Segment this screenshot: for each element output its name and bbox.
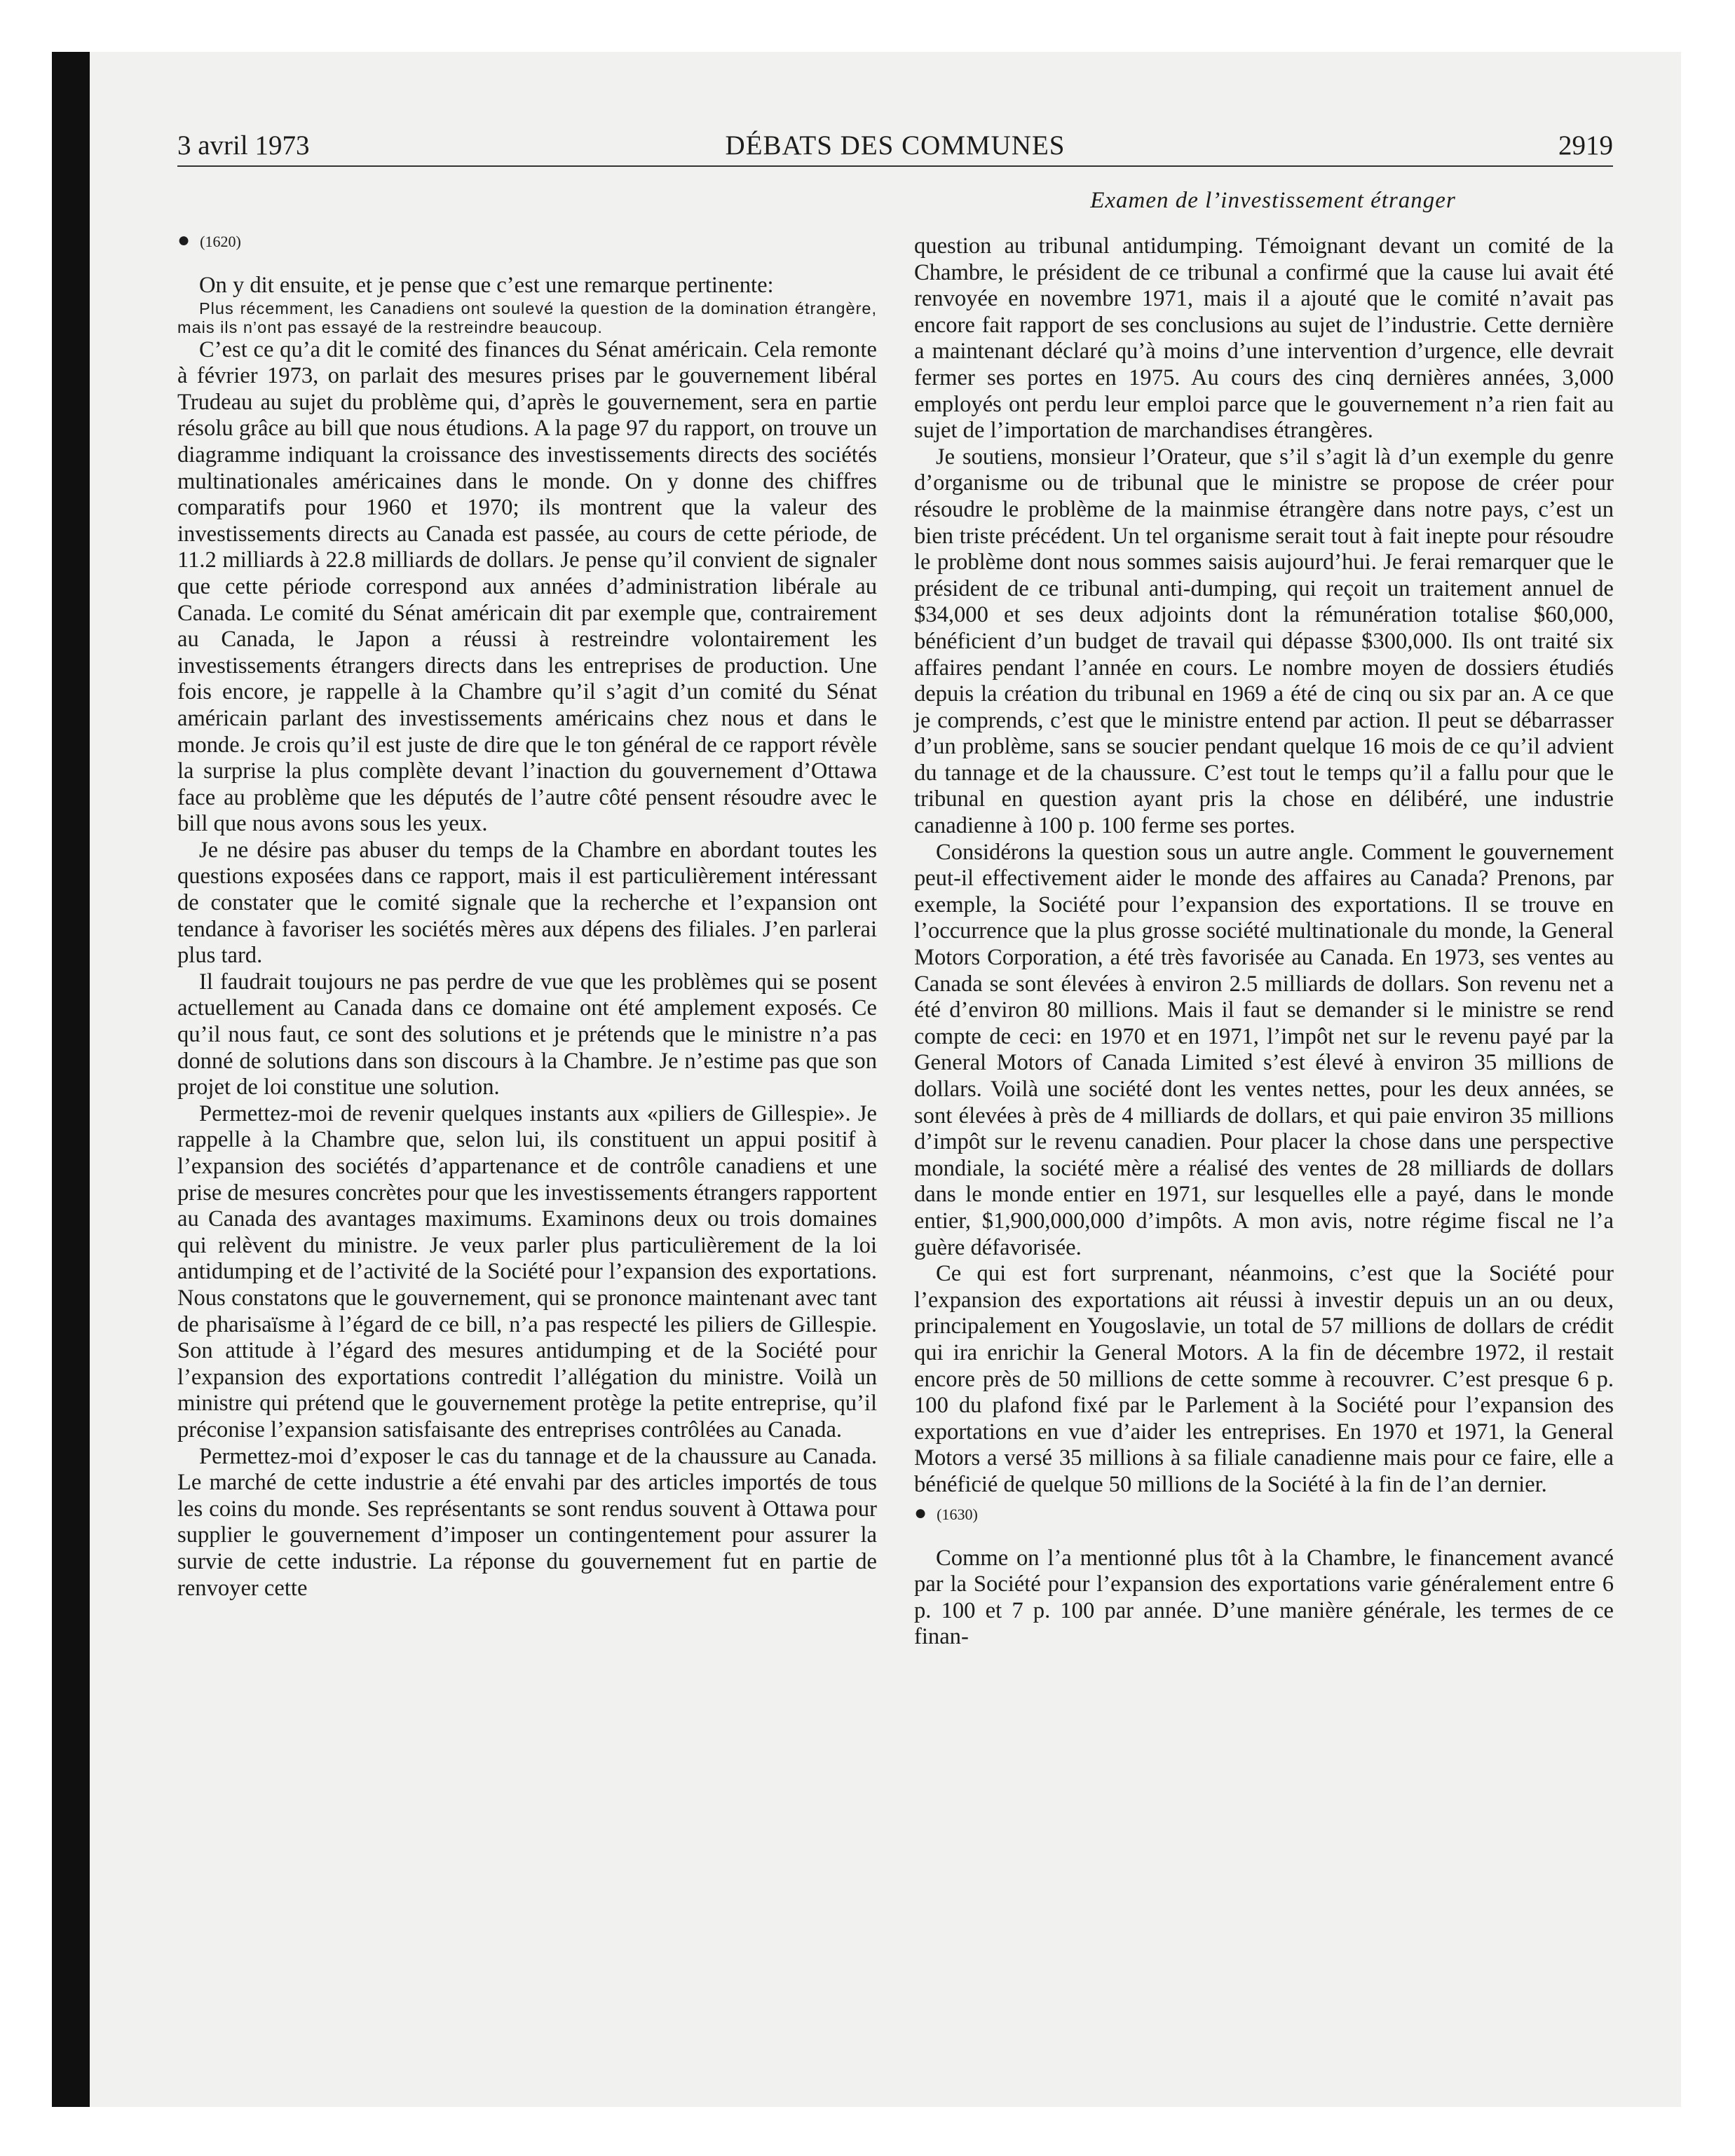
header-title: DÉBATS DES COMMUNES (725, 130, 1066, 161)
time-marker-label: (1630) (937, 1505, 978, 1523)
paragraph: Comme on l’a mentionné plus tôt à la Chambre, le financement avancé par la Société pour l’expansion des exportations varie généralement entre 6 p. 100 et 7 p. 100 par année. D’une manière générale, les termes de ce finan- (914, 1545, 1614, 1650)
paragraph: Permettez-moi d’exposer le cas du tannage et de la chaussure au Canada. Le marché de cette industrie a été envahi par des articles importés de tous les coins du monde. Ses représentants se sont rendus souvent à Ottawa pour supplier le gouvernement d’imposer un contingentement pour assurer la survie de cette industrie. La réponse du gouvernement fut en partie de renvoyer cette (177, 1443, 877, 1601)
right-column (914, 233, 1614, 1651)
time-marker (914, 1503, 1614, 1525)
header-date: 3 avril 1973 (177, 130, 310, 161)
left-column (177, 226, 877, 1602)
paragraph: On y dit ensuite, et je pense que c’est une remarque pertinente: (199, 273, 774, 298)
scan-binding-edge (52, 52, 90, 2107)
paragraph: Ce qui est fort surprenant, néanmoins, c’est que la Société pour l’expansion des exportations ait réussi à investir depuis un an ou deux, principalement en Yougoslavie, un total de 57 millions de dollars de crédit qui ira enrichir la General Motors. A la fin de décembre 1972, il restait encore près de 50 millions de cette somme à recouvrer. C’est presque 6 p. 100 du plafond fixé par le Parlement à la Société pour l’expansion des exportations en vue d’aider les entreprises. En 1970 et 1971, la General Motors a versé 35 millions à sa filiale canadienne mais pour ce faire, elle a bénéficié de quelque 50 millions de la Société à la fin de l’an dernier. (914, 1261, 1614, 1497)
running-title: Examen de l’investissement étranger (1090, 188, 1456, 213)
paragraph: Je ne désire pas abuser du temps de la Chambre en abordant toutes les questions exposées dans ce rapport, mais il est particulièrement intéressant de constater que le comité signale que la recherche et l’expansion ont tendance à favoriser les sociétés mères aux dépens des filiales. J’en parlerai plus tard. (177, 837, 877, 969)
paragraph: Permettez-moi de revenir quelques instants aux «piliers de Gillespie». Je rappelle à la Chambre que, selon lui, ils constituent un appui positif à l’expansion des sociétés d’appartenance et de contrôle canadiens et une prise de mesures concrètes pour que les investissements étrangers rapportent au Canada des avantages maximums. Examinons deux ou trois domaines qui relèvent du ministre. Je veux parler plus particulièrement de la loi antidumping et de l’activité de la Société pour l’expansion des exportations. Nous constatons que le gouvernement, qui se prononce maintenant avec tant de pharisaïsme à l’égard de ce bill, n’a pas respecté les piliers de Gillespie. Son attitude à l’égard des mesures antidumping et de la Société pour l’expansion des exportations contredit l’allégation du ministre. Voilà un ministre qui prétend que le gouvernement protège la petite entreprise, qu’il préconise l’expansion satisfaisante des entreprises contrôlées au Canada. (177, 1100, 877, 1442)
bullet-icon: ● (177, 228, 191, 252)
time-marker (177, 230, 877, 252)
bullet-icon: ● (914, 1501, 927, 1524)
paragraph: Il faudrait toujours ne pas perdre de vue que les problèmes qui se posent actuellement au Canada dans ce domaine ont été amplement exposés. Ce qu’il nous faut, ce sont des solutions et je prétends que le ministre n’a pas donné de solutions dans son discours à la Chambre. Je n’estime pas que son projet de loi constitue une solution. (177, 969, 877, 1100)
header-rule (177, 165, 1613, 167)
time-marker-label: (1620) (200, 233, 241, 250)
block-quote: Plus récemment, les Canadiens ont soulevé la question de la domination étrangère, mais ils n’ont pas essayé de la restreindre beaucoup. (177, 299, 877, 336)
paragraph: question au tribunal antidumping. Témoignant devant un comité de la Chambre, le président de ce tribunal a confirmé que la cause lui avait été renvoyée en novembre 1971, mais il a ajouté que le comité n’avait pas encore fait rapport de ses conclusions au sujet de l’industrie. Cette dernière a maintenant déclaré qu’à moins d’une intervention d’urgence, elle devrait fermer ses portes en 1975. Au cours des cinq dernières années, 3,000 employés ont perdu leur emploi parce que le gouvernement n’a rien fait au sujet de l’importation de marchandises étrangères. (914, 233, 1614, 444)
paragraph: C’est ce qu’a dit le comité des finances du Sénat américain. Cela remonte à février 1973, on parlait des mesures prises par le gouvernement libéral Trudeau au sujet du problème qui, d’après le gouvernement, sera en partie résolu grâce au bill que nous étudions. A la page 97 du rapport, on trouve un diagramme indiquant la croissance des investissements directs des sociétés multinationales américaines dans le monde. On y donne des chiffres comparatifs pour 1960 et 1970; ils montrent que la valeur des investissements directs au Canada est passée, au cours de cette période, de 11.2 milliards à 22.8 milliards de dollars. Je pense qu’il convient de signaler que cette période correspond aux années d’administration libérale au Canada. Le comité du Sénat américain dit par exemple que, contrairement au Canada, le Japon a réussi à restreindre volontairement les investissements étrangers directs dans les entreprises de production. Une fois encore, je rappelle à la Chambre qu’il s’agit d’un comité du Sénat américain parlant des investissements américains chez nous et dans le monde. Je crois qu’il est juste de dire que le ton général de ce rapport révèle la surprise la plus complète devant l’inaction du gouvernement d’Ottawa face au problème que les députés de l’autre côté pensent résoudre avec le bill que nous avons sous les yeux. (177, 336, 877, 837)
paragraph: Considérons la question sous un autre angle. Comment le gouvernement peut-il effectivement aider le monde des affaires au Canada? Prenons, par exemple, la Société pour l’expansion des exportations. Il se trouve en l’occurrence que la plus grosse société multinationale du monde, la General Motors Corporation, a été très favorisée au Canada. En 1973, ses ventes au Canada se sont élevées à environ 2.5 milliards de dollars. Son revenu net a été d’environ 80 millions. Mais il faut se demander si le ministre se rend compte de ceci: en 1970 et en 1971, l’impôt net sur le revenu payé par la General Motors of Canada Limited s’est élevé à environ 35 millions de dollars. Voilà une société dont les ventes nettes, pour les deux années, se sont élevées à près de 4 milliards de dollars, et qui paie environ 35 millions d’impôt sur le revenu canadien. Pour placer la chose dans une perspective mondiale, la société mère a réalisé des ventes de 28 milliards de dollars dans le monde entier en 1971, sur lesquelles elle a payé, dans le monde entier, $1,900,000,000 d’impôts. A mon avis, notre régime fiscal ne l’a guère défavorisée. (914, 839, 1614, 1260)
paragraph: Je soutiens, monsieur l’Orateur, que s’il s’agit là d’un exemple du genre d’organisme ou de tribunal que le ministre se propose de créer pour résoudre le problème de la mainmise étrangère dans notre pays, c’est un bien triste précédent. Un tel organisme serait tout à fait inepte pour résoudre le problème dont nous sommes saisis aujourd’hui. Je ferai remarquer que le président de ce tribunal anti-dumping, qui reçoit un traitement annuel de $34,000 et ses deux adjoints dont la rémunération totalise $60,000, bénéficient d’un budget de travail qui dépasse $300,000. Ils ont traité six affaires pendant l’année en cours. Le nombre moyen de dossiers étudiés depuis la création du tribunal en 1969 a été de cinq ou six par an. A ce que je comprends, c’est que le ministre entend par action. Il peut se débarrasser d’un problème, sans se soucier pendant quelque 16 mois de ce qu’il advient du tannage et de la chaussure. C’est tout le temps qu’il a fallu pour que le tribunal en question ayant pris la chose en délibéré, une industrie canadienne à 100 p. 100 ferme ses portes. (914, 444, 1614, 839)
header-page-number: 2919 (1558, 130, 1613, 161)
